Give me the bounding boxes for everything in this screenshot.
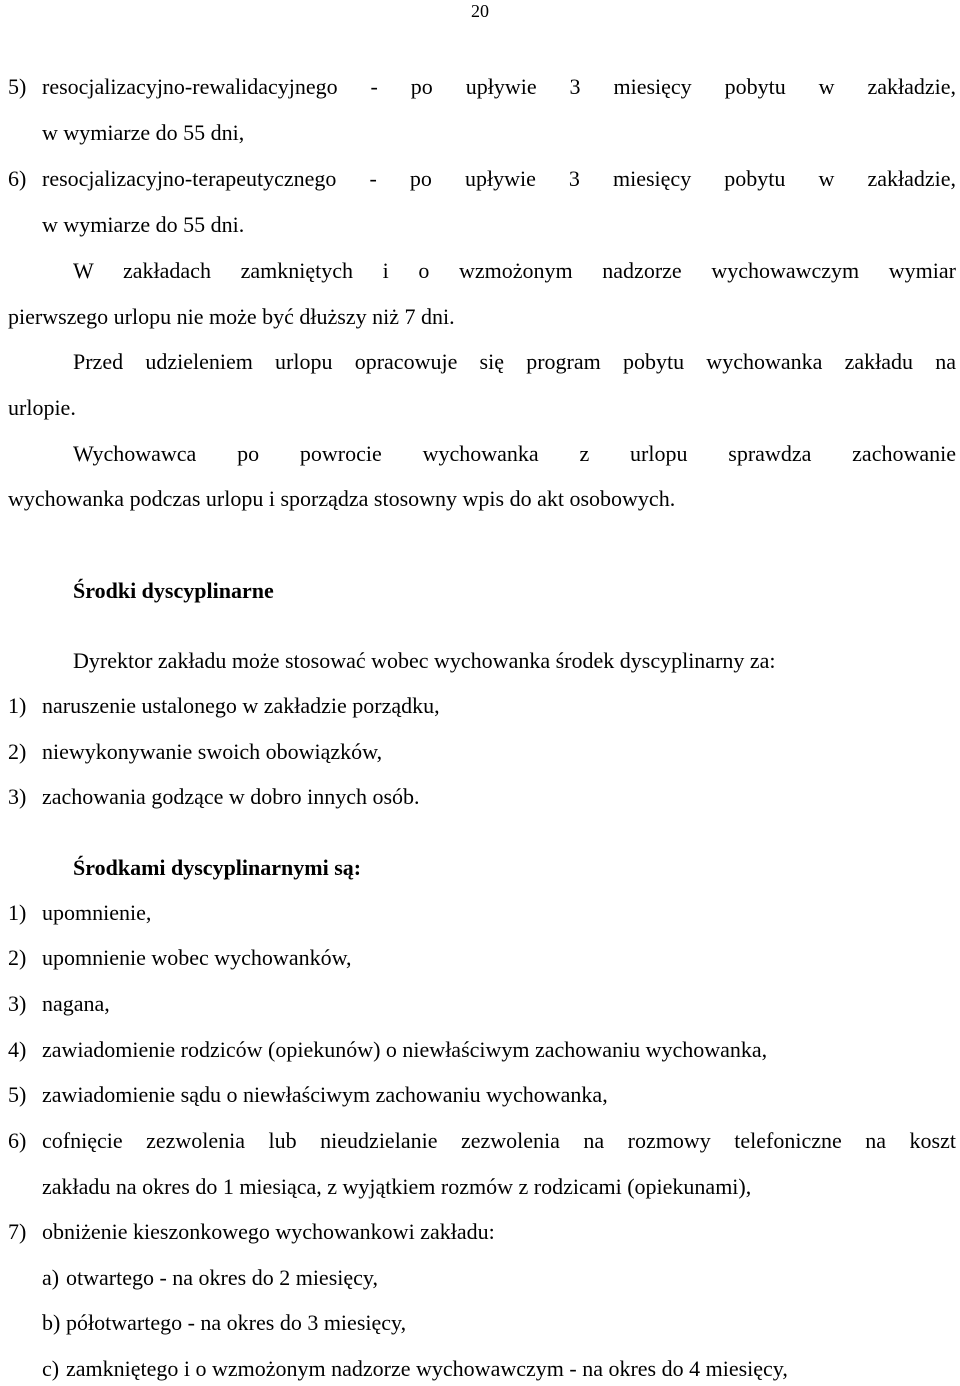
list-item-number: 5) <box>8 1082 27 1107</box>
paragraph-line: Wychowawca po powrocie wychowanka z urlopu sprawdza zachowanie <box>73 441 956 466</box>
list-item-text: resocjalizacyjno-terapeutycznego - po upływie 3 miesięcy pobytu w zakładzie, <box>42 166 956 191</box>
list-item-number: 3) <box>8 784 27 809</box>
list-item-number: 5) <box>8 74 27 99</box>
list-item-number: 4) <box>8 1037 27 1062</box>
list-item-number: 3) <box>8 991 27 1016</box>
list-item-text: resocjalizacyjno-rewalidacyjnego - po upływie 3 miesięcy pobytu w zakładzie, <box>42 74 956 99</box>
paragraph-line: pierwszego urlopu nie może być dłuższy niż 7 dni. <box>8 304 455 329</box>
sub-list-text: zamkniętego i o wzmożonym nadzorze wychowawczym - na okres do 4 miesięcy, <box>66 1356 788 1381</box>
list-item-text: obniżenie kieszonkowego wychowankowi zakładu: <box>42 1219 495 1244</box>
list-item-text: upomnienie wobec wychowanków, <box>42 945 352 970</box>
list-item-number: 2) <box>8 945 27 970</box>
page-number: 20 <box>471 1 489 21</box>
paragraph-line: wychowanka podczas urlopu i sporządza stosowny wpis do akt osobowych. <box>8 486 676 511</box>
sub-list-text: otwartego - na okres do 2 miesięcy, <box>66 1265 378 1290</box>
list-item-number: 7) <box>8 1219 27 1244</box>
list-item-number: 2) <box>8 739 27 764</box>
list-item-text: niewykonywanie swoich obowiązków, <box>42 739 383 764</box>
list-item-continuation: w wymiarze do 55 dni. <box>42 212 245 237</box>
list-item-text: zachowania godzące w dobro innych osób. <box>42 784 420 809</box>
list-item-text: zawiadomienie sądu o niewłaściwym zachowaniu wychowanka, <box>42 1082 608 1107</box>
section-intro: Dyrektor zakładu może stosować wobec wychowanka środek dyscyplinarny za: <box>73 648 776 673</box>
list-item-text: naruszenie ustalonego w zakładzie porządku, <box>42 693 440 718</box>
list-item-text: nagana, <box>42 991 110 1016</box>
section-heading: Środki dyscyplinarne <box>73 578 274 603</box>
list-item-continuation: zakładu na okres do 1 miesiąca, z wyjątkiem rozmów z rodzicami (opiekunami), <box>42 1174 752 1199</box>
list-item-number: 1) <box>8 693 27 718</box>
sub-list-label: c) <box>42 1356 60 1381</box>
list-item-number: 6) <box>8 1128 27 1153</box>
sub-list-label: b) <box>42 1310 61 1335</box>
list-item-continuation: w wymiarze do 55 dni, <box>42 120 245 145</box>
section-heading: Środkami dyscyplinarnymi są: <box>73 855 362 880</box>
paragraph-line: urlopie. <box>8 395 76 420</box>
list-item-number: 6) <box>8 166 27 191</box>
list-item-text: zawiadomienie rodziców (opiekunów) o niewłaściwym zachowaniu wychowanka, <box>42 1037 768 1062</box>
paragraph-line: W zakładach zamkniętych i o wzmożonym nadzorze wychowawczym wymiar <box>73 258 956 283</box>
sub-list-text: półotwartego - na okres do 3 miesięcy, <box>66 1310 407 1335</box>
list-item-text: cofnięcie zezwolenia lub nieudzielanie zezwolenia na rozmowy telefoniczne na koszt <box>42 1128 956 1153</box>
paragraph-line: Przed udzieleniem urlopu opracowuje się program pobytu wychowanka zakładu na <box>73 349 956 374</box>
list-item-text: upomnienie, <box>42 900 152 925</box>
list-item-number: 1) <box>8 900 27 925</box>
sub-list-label: a) <box>42 1265 60 1290</box>
